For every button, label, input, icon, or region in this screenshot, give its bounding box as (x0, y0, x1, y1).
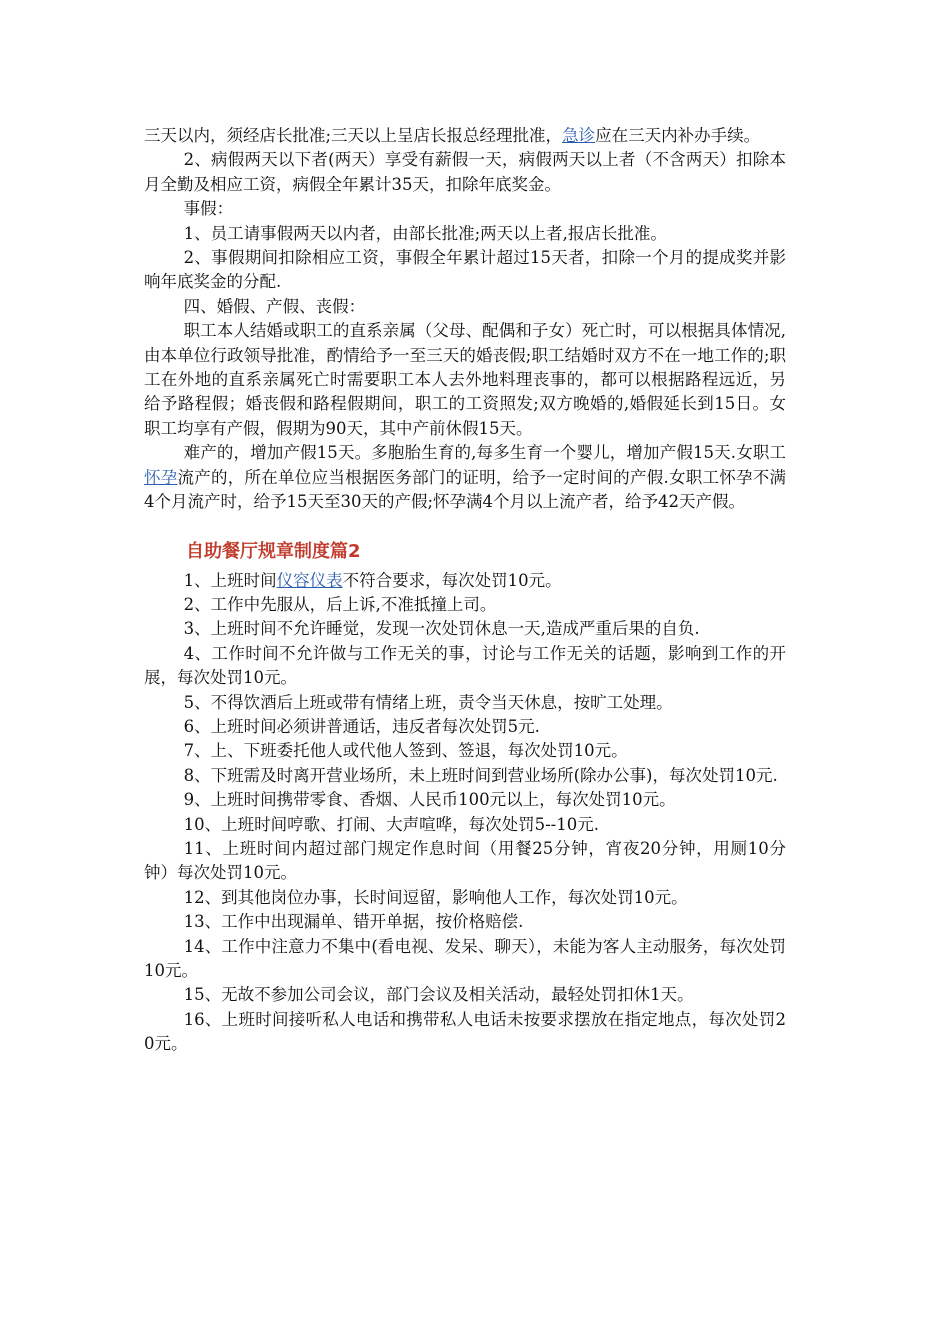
rule-item: 3、上班时间不允许睡觉，发现一次处罚休息一天,造成严重后果的自负. (183, 619, 700, 639)
rule-item: 15、无故不参加公司会议，部门会议及相关活动，最轻处罚扣休1天。 (183, 985, 694, 1005)
paragraph-sick-leave: 2、病假两天以下者(两天）享受有薪假一天，病假两天以上者（不含两天）扣除本月全勤及相应工资，病假全年累计35天，扣除年底奖金。 (144, 150, 786, 194)
link-appearance[interactable]: 仪容仪表 (276, 570, 343, 590)
rule-item: 10、上班时间哼歌、打闹、大声喧哗，每次处罚5--10元. (183, 814, 599, 834)
rule-item: 5、不得饮酒后上班或带有情绪上班，责令当天休息，按旷工处理。 (183, 692, 673, 712)
rule-item: 4、工作时间不允许做与工作无关的事，讨论与工作无关的话题，影响到工作的开展，每次处罚10元。 (144, 643, 786, 688)
rule-item: 9、上班时间携带零食、香烟、人民币100元以上，每次处罚10元。 (183, 790, 676, 810)
rule-item: 12、到其他岗位办事，长时间逗留，影响他人工作，每次处罚10元。 (183, 887, 688, 907)
rule-item: 7、上、下班委托他人或代他人签到、签退，每次处罚10元。 (183, 741, 628, 761)
link-emergency[interactable]: 急诊 (562, 126, 596, 145)
rule-item: 8、下班需及时离开营业场所，未上班时间到营业场所(除办公事)，每次处罚10元. (183, 765, 778, 785)
paragraph-section-four-title: 四、婚假、产假、丧假： (183, 296, 366, 316)
rule-item: 11、上班时间内超过部门规定作息时间（用餐25分钟，宵夜20分钟，用厕10分钟）每次处罚10元。 (144, 838, 786, 883)
paragraph-marriage-funeral: 职工本人结婚或职工的直系亲属（父母、配偶和子女）死亡时，可以根据具体情况,由本单位行政领导批准，酌情给予一至三天的婚丧假;职工结婚时双方不在一地工作的;职工在外地的直系亲属死亡时需要职工本人去外地料理丧事的，都可以根据路程远近，另给予路程假；婚丧假和路程假期间，职工的工资照发;双方晚婚的,婚假延长到15日。女职工均享有产假，假期为90天，其中产前休假15天。 (144, 321, 786, 438)
paragraph-approval: 三天以内，须经店长批准;三天以上呈店长报总经理批准，急诊应在三天内补办手续。 (144, 126, 761, 145)
rule-item: 2、工作中先服从，后上诉,不准抵撞上司。 (183, 594, 497, 614)
rule-item: 16、上班时间接听私人电话和携带私人电话未按要求摆放在指定地点，每次处罚20元。 (144, 1009, 786, 1054)
paragraph-personal-leave-1: 1、员工请事假两天以内者，由部长批准;两天以上者,报店长批准。 (183, 223, 667, 243)
rule-item: 13、工作中出现漏单、错开单据，按价格赔偿. (183, 912, 524, 932)
paragraph-personal-leave-2: 2、事假期间扣除相应工资，事假全年累计超过15天者，扣除一个月的提成奖并影响年底奖金的分配. (144, 248, 786, 292)
rule-item: 14、工作中注意力不集中(看电视、发呆、聊天），未能为客人主动服务，每次处罚10元。 (144, 936, 786, 980)
section-heading: 自助餐厅规章制度篇2 (186, 540, 361, 562)
link-pregnancy[interactable]: 怀孕 (144, 467, 178, 487)
rule-item: 1、上班时间仪容仪表不符合要求，每次处罚10元。 (183, 570, 562, 590)
paragraph-personal-leave-title: 事假： (183, 199, 234, 219)
rule-item: 6、上班时间必须讲普通话，违反者每次处罚5元. (183, 716, 540, 736)
document-page (144, 124, 786, 1057)
paragraph-maternity: 难产的，增加产假15天。多胞胎生育的,每多生育一个婴儿，增加产假15天.女职工怀孕流产的，所在单位应当根据医务部门的证明，给予一定时间的产假.女职工怀孕不满4个月流产时，给予15天至30天的产假;怀孕满4个月以上流产者，给予42天产假。 (144, 443, 786, 512)
